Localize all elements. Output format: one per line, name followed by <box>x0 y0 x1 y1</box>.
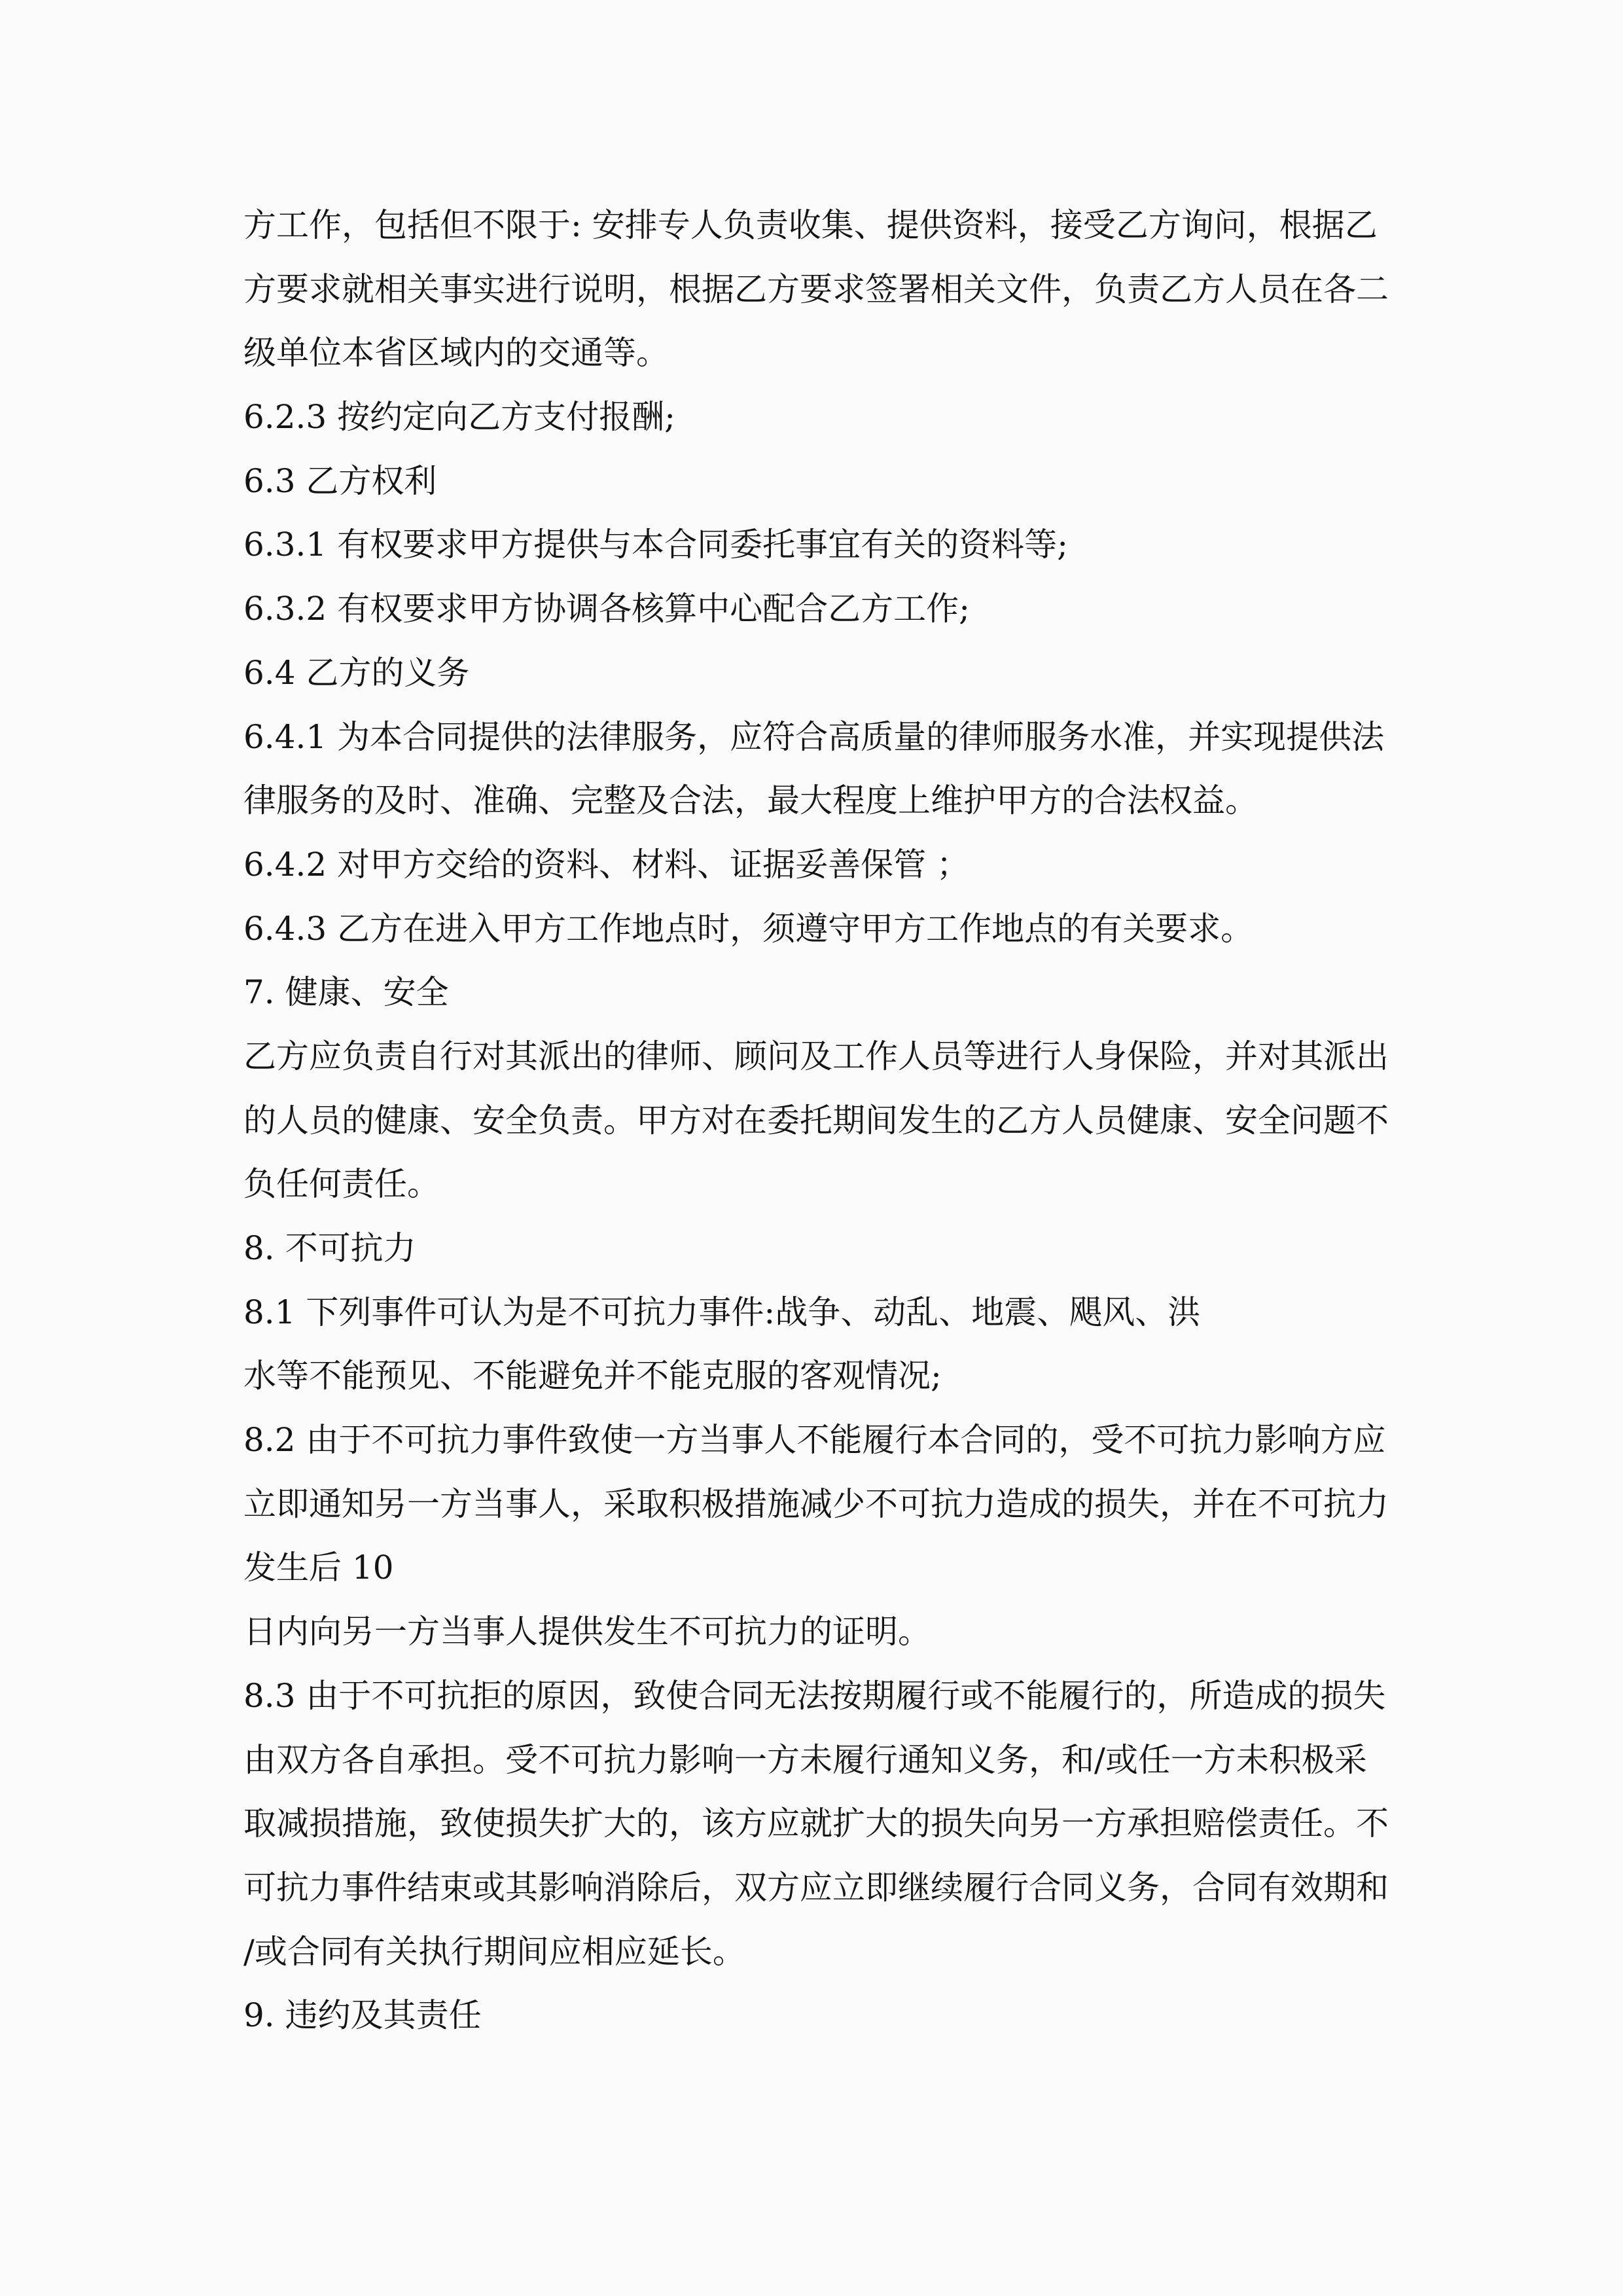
document-line: 6.3.1 有权要求甲方提供与本合同委托事宜有关的资料等; <box>243 526 1068 564</box>
document-line: 8.3 由于不可抗拒的原因，致使合同无法按期履行或不能履行的，所造成的损失 <box>243 1676 1386 1715</box>
document-line: 立即通知另一方当事人，采取积极措施减少不可抗力造成的损失，并在不可抗力 <box>243 1484 1389 1523</box>
document-line: 7. 健康、安全 <box>243 973 449 1012</box>
document-line: 方要求就相关事实进行说明，根据乙方要求签署相关文件，负责乙方人员在各二 <box>243 270 1389 308</box>
document-line: 6.4.3 乙方在进入甲方工作地点时，须遵守甲方工作地点的有关要求。 <box>243 909 1254 948</box>
document-line: 8. 不可抗力 <box>243 1229 416 1267</box>
document-line: 6.4.2 对甲方交给的资料、材料、证据妥善保管 ； <box>243 845 970 884</box>
document-line: 发生后 10 <box>243 1549 394 1587</box>
document-line: /或合同有关执行期间应相应延长。 <box>243 1932 745 1971</box>
document-line: 8.1 下列事件可认为是不可抗力事件:战争、动乱、地震、飓风、洪 <box>243 1293 1201 1331</box>
document-line: 8.2 由于不可抗力事件致使一方当事人不能履行本合同的，受不可抗力影响方应 <box>243 1421 1386 1460</box>
document-line: 取减损措施，致使损失扩大的，该方应就扩大的损失向另一方承担赔偿责任。不 <box>243 1804 1389 1843</box>
document-line: 由双方各自承担。受不可抗力影响一方未履行通知义务，和/或任一方未积极采 <box>243 1740 1367 1779</box>
document-line: 9. 违约及其责任 <box>243 1996 482 2035</box>
document-line: 律服务的及时、准确、完整及合法，最大程度上维护甲方的合法权益。 <box>243 781 1258 820</box>
document-line: 6.2.3 按约定向乙方支付报酬; <box>243 398 675 437</box>
document-line: 水等不能预见、不能避免并不能克服的客观情况; <box>243 1357 942 1395</box>
document-line: 日内向另一方当事人提供发生不可抗力的证明。 <box>243 1613 931 1651</box>
document-line: 方工作，包括但不限于: 安排专人负责收集、提供资料，接受乙方询问，根据乙 <box>243 206 1378 244</box>
document-line: 级单位本省区域内的交通等。 <box>243 334 669 372</box>
document-line: 可抗力事件结束或其影响消除后，双方应立即继续履行合同义务，合同有效期和 <box>243 1868 1389 1907</box>
document-line: 6.3.2 有权要求甲方协调各核算中心配合乙方工作; <box>243 590 970 628</box>
document-line: 的人员的健康、安全负责。甲方对在委托期间发生的乙方人员健康、安全问题不 <box>243 1101 1389 1139</box>
document-line: 6.3 乙方权利 <box>243 461 437 500</box>
document-line: 6.4 乙方的义务 <box>243 653 470 692</box>
document-line: 6.4.1 为本合同提供的法律服务，应符合高质量的律师服务水准，并实现提供法 <box>243 717 1385 756</box>
document-line: 乙方应负责自行对其派出的律师、顾问及工作人员等进行人身保险，并对其派出 <box>243 1037 1389 1075</box>
contract-text-block <box>243 194 1415 2048</box>
document-line: 负任何责任。 <box>243 1165 440 1204</box>
